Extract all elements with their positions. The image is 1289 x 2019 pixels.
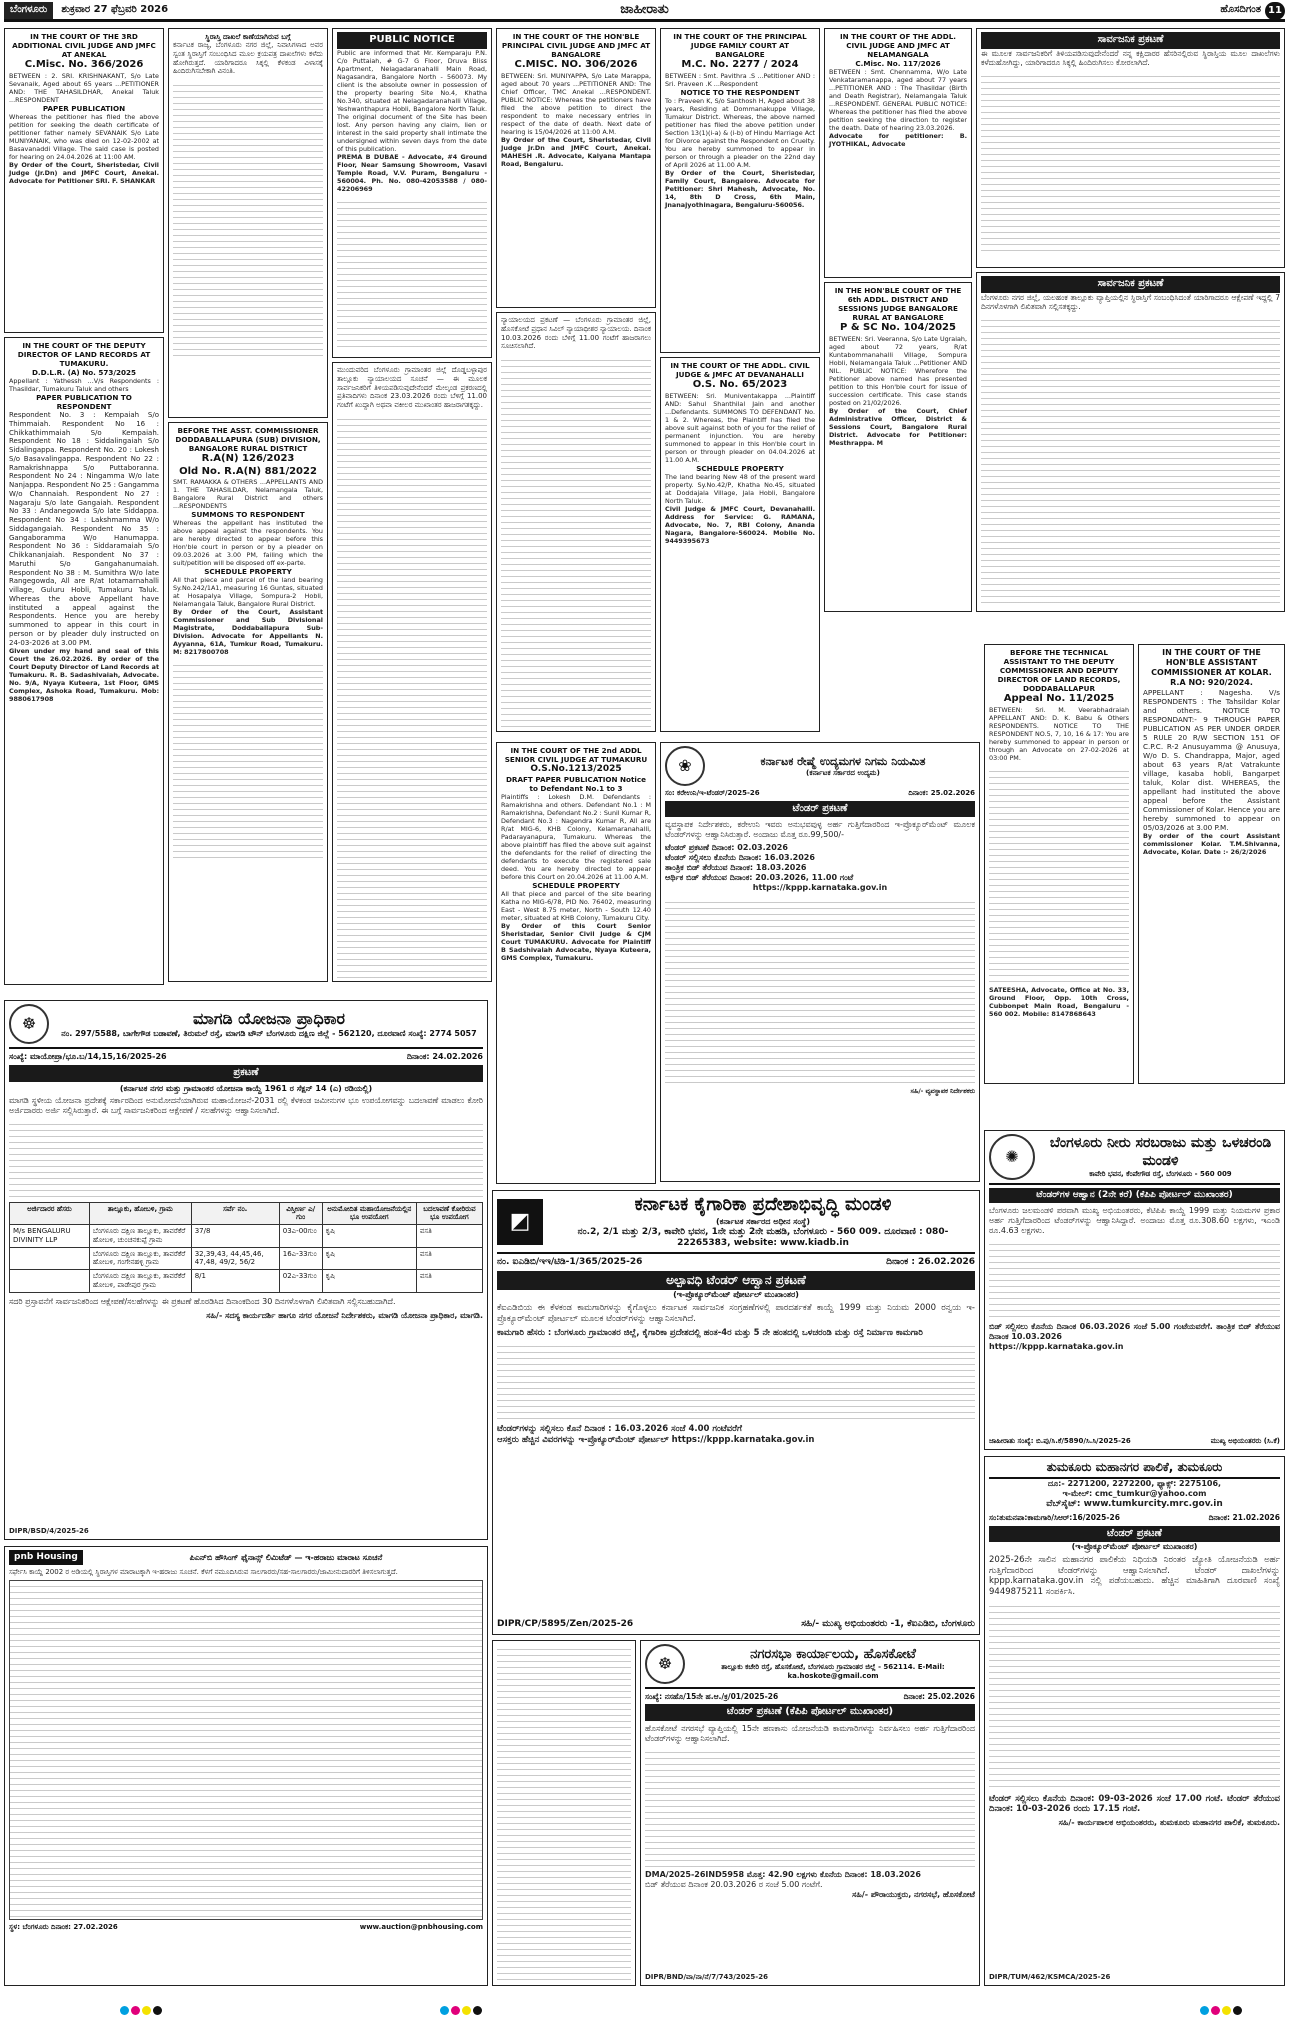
notice-body: ಮುಂದುವರಿದ ಬೆಂಗಳೂರು ಗ್ರಾಮಾಂತರ ಜಿಲ್ಲೆ ದೊಡ್ಡಬಳ್ಳಾಪುರ ತಾಲ್ಲೂಕು ನ್ಯಾಯಾಲಯದ ಸೂಚನೆ — ಈ ಮೂಲಕ ಸಾರ್ವಜನಿಕರಿಗೆ ತಿಳಿಯಪಡಿಸುವುದೇನೆಂದರೆ ಮೇಲ್ಕಂಡ ಪ್ರಕರಣದಲ್ಲಿ ಪ್ರತಿವಾದಿಗಳು ದಿನಾಂಕ 23.03.2026 ರಂದು ಬೆಳಿಗ್ಗೆ 11.00 ಗಂಟೆಗೆ ಖುದ್ದಾಗಿ ಅಥವಾ ವಕೀಲರ ಮುಖಾಂತರ ಹಾಜರಾಗತಕ್ಕದ್ದು. bbox=[337, 366, 487, 409]
column-7 bbox=[976, 28, 1285, 616]
notice-heading: PAPER PUBLICATION bbox=[42, 103, 126, 113]
notice-signature: Given under my hand and seal of this Court the 26.02.2026. By order of the Court Deputy Director of Land Records at Tumakuru. R. B. Sadashivaiah, Advocate. No. 9/A, Nyaya Kuteera, 1st Floor, GMS Complex, Ashoka Road, Tumakuru. Mob: 9880617908 bbox=[9, 647, 159, 704]
text-filler bbox=[989, 1239, 1280, 1319]
notice-body: ಬೆಂಗಳೂರು ಜಲಮಂಡಳಿ ಪರವಾಗಿ ಮುಖ್ಯ ಅಭಿಯಂತರರು, ಕೆಟಿಪಿಪಿ ಕಾಯ್ದೆ 1999 ಮತ್ತು ನಿಯಮಗಳ ಪ್ರಕಾರ ಅರ್ಹ ಗುತ್ತಿಗೆದಾರರಿಂದ ಟೆಂಡರ್‌ಗಳನ್ನು ಆಹ್ವಾನಿಸಿದ್ದಾರೆ. ಅಂದಾಜು ಮೊತ್ತ ರೂ.308.60 ಲಕ್ಷಗಳು, ಇಎಂಡಿ ರೂ.4.63 ಲಕ್ಷಗಳು. bbox=[989, 1206, 1280, 1236]
text-filler bbox=[9, 1119, 483, 1199]
table-row bbox=[10, 1225, 483, 1248]
magenta-dot bbox=[131, 2006, 140, 2015]
column-2 bbox=[168, 28, 328, 986]
tender-row: DMA/2025-26IND5958 ಮೊತ್ತ: 42.90 ಲಕ್ಷಗಳು ಕೊನೆಯ ದಿನಾಂಕ: 18.03.2026 bbox=[645, 1869, 921, 1879]
org-address: ತಾಲ್ಲೂಕು ಕಚೇರಿ ರಸ್ತೆ, ಹೊಸಕೋಟೆ, ಬೆಂಗಳೂರು ಗ್ರಾಮಾಂತರ ಜಿಲ್ಲೆ - 562114. E-Mail: ka.hoskote@gmail.com bbox=[721, 1663, 945, 1681]
text-filler bbox=[665, 897, 975, 1087]
court-name: BEFORE THE ASST. COMMISSIONER DODDABALLAPURA (SUB) DIVISION, BANGALORE RURAL DISTRICT bbox=[175, 426, 321, 453]
parties: BETWEEN : 2. SRI. KRISHNAKANT, S/o Late Sevanaik, Aged about 65 years ...PETITIONER AND: THE TAHASILDHAR, Anekal Taluk ...RESPONDENT bbox=[9, 71, 159, 104]
notice-signature: SATEESHA, Advocate, Office at No. 33, Ground Floor, Opp. 10th Cross, Cubbonpet Main Road, Bengaluru - 560 002. Mobile: 8147868643 bbox=[989, 985, 1129, 1018]
text-filler bbox=[497, 1341, 975, 1421]
yellow-dot bbox=[462, 2006, 471, 2015]
org-title: ತುಮಕೂರು ಮಹಾನಗರ ಪಾಲಿಕೆ, ತುಮಕೂರು bbox=[989, 1460, 1280, 1479]
parties: Appellant : Yathessh ...V/s Respondents : Thasildar, Tumakuru Taluk and others bbox=[9, 377, 159, 393]
magenta-dot bbox=[1211, 2006, 1220, 2015]
notice-date: ದಿನಾಂಕ: 21.02.2026 bbox=[1208, 1513, 1280, 1523]
org-website[interactable]: ವೆಬ್‌ಸೈಟ್: www.tumkurcity.mrc.gov.in bbox=[1046, 1499, 1223, 1509]
parties: BETWEEN : Smt. Pavithra .S ...Petitioner AND : Sri. Praveen .K ...Respondent bbox=[665, 71, 815, 88]
portal-link[interactable]: https://kppp.karnataka.gov.in bbox=[752, 883, 888, 893]
notice-title: ಸ್ಥಿರಾಸ್ತಿ ದಾಖಲೆ ಕಾಣೆಯಾಗಿರುವ ಬಗ್ಗೆ bbox=[205, 32, 291, 41]
notice-body: BETWEEN: Sri. Veeranna, S/o Late Ugraiah, aged about 72 years, R/at Kuntabommanahalli Village, Sompura Hobli, Nelamangala Taluk ...Petitioner AND NIL. PUBLIC NOTICE: Wherefore the Petitioner above named has presented petition to this Hon'ble court for issue of succession certificate. This case stands posted on 21/02/2026. bbox=[829, 334, 967, 407]
table-header: ಅನುಮೋದಿತ ಮಹಾಯೋಜನೆಯಲ್ಲಿನ ಭೂ ಉಪಯೋಗ bbox=[322, 1202, 416, 1225]
notice-heading: DRAFT PAPER PUBLICATION Notice to Defendant No.1 to 3 bbox=[505, 775, 647, 794]
notice-signature: By order of the court Assistant commissioner Kolar. T.M.Shivanna, Advocate, Kolar. Date :- 26/2/2026 bbox=[1143, 832, 1280, 856]
notice-signature: Advocate for petitioner: B. JYOTHIKAL, Advocate bbox=[829, 132, 967, 148]
work-name: ಕಾಮಗಾರಿ ಹೆಸರು : ಬೆಂಗಳೂರು ಗ್ರಾಮಾಂತರ ಜಿಲ್ಲೆ, ಕೈಗಾರಿಕಾ ಪ್ರದೇಶದಲ್ಲಿ ಹಂತ-4ರ ಮತ್ತು 5 ನೇ ಹಂತದಲ್ಲಿ ಒಳಚರಂಡಿ ಮತ್ತು ರಸ್ತೆ ನಿರ್ಮಾಣ ಕಾಮಗಾರಿ bbox=[497, 1327, 923, 1338]
hoskote-tender bbox=[640, 1640, 980, 1986]
notice-heading: ಟೆಂಡರ್ ಪ್ರಕಟಣೆ bbox=[665, 801, 975, 818]
dipr-code: DIPR/BND/ವಾ/ನಾ/ನೆ/7/743/2025-26 bbox=[645, 1973, 768, 1982]
notice-body: ಕೆಐಎಡಿಬಿಯ ಈ ಕೆಳಕಂಡ ಕಾಮಗಾರಿಗಳನ್ನು ಕೈಗೊಳ್ಳಲು ಕರ್ನಾಟಕ ಸಾರ್ವಜನಿಕ ಸಂಗ್ರಹಣೆಗಳಲ್ಲಿ ಪಾರದರ್ಶಕತೆ ಕಾಯ್ದೆ 1999 ಮತ್ತು ನಿಯಮ 2000 ರನ್ವಯ ಇ-ಪ್ರೊಕ್ಯೂರ್‌ಮೆಂಟ್ ಪೋರ್ಟಲ್ ಮೂಲಕ ಟೆಂಡರ್‌ಗಳನ್ನು ಆಹ್ವಾನಿಸಲಾಗಿದೆ. bbox=[497, 1303, 975, 1324]
bwssb-tender bbox=[984, 1130, 1285, 1450]
registration-marks-left bbox=[120, 2006, 162, 2015]
magadi-planning-notice bbox=[4, 1000, 488, 1540]
org-phone: ದೂ:- 2271200, 2272200, ಫ್ಯಾಕ್ಸ್: 2275106, bbox=[1047, 1479, 1222, 1488]
court-notice-cmisc-306 bbox=[496, 28, 656, 308]
table-cell: ವಸತಿ bbox=[416, 1225, 482, 1248]
notice-body: BETWEEN: Sri. M. Veerabhadraiah APPELLANT AND: D. K. Babu & Others RESPONDENTS. NOTICE TO THE RESPONDENT NO.5, 7, 10, 16 & 17: You are hereby summoned to appear in person or through an Advocate on 27-02-2026 at 03:00 PM. bbox=[989, 705, 1129, 762]
table-cell bbox=[10, 1247, 90, 1270]
notice-signature: ಮುಖ್ಯ ಅಭಿಯಂತರರು (ಸಿ.ಕೆ) bbox=[1210, 1437, 1280, 1446]
text-filler bbox=[981, 315, 1280, 605]
notice-date: ದಿನಾಂಕ: 24.02.2026 bbox=[406, 1052, 483, 1061]
contact-email[interactable]: www.auction@pnbhousing.com bbox=[359, 1923, 483, 1931]
case-number: R.A(N) 126/2023 bbox=[201, 453, 295, 464]
text-filler bbox=[173, 80, 323, 360]
notice-signature: ಸಹಿ/- ಮುಖ್ಯ ಅಭಿಯಂತರರು -1, ಕೆಐಎಡಿಬಿ, ಬೆಂಗಳೂರು bbox=[801, 1618, 975, 1629]
schedule-body: All that piece and parcel of the land bearing Sy.No.242/1A1, measuring 16 Guntas, situated at Hosapalya Village, Sompura-2 Hobli, Nelamangala Taluk, Bangalore Rural District. bbox=[173, 576, 323, 608]
notice-body: Plaintiffs : Lokesh D.M. Defendants : Ramakrishna and others. Defendant No.1 : M Ramakrishna, Defendant No.2 : Sunil Kumar R, Defendant No.3 : Nagendra Kumar R, All are R/at MIG-6, KHB Colony, Kelamaranahalli, Padarayanapura, Tumakuru. Whereas the above plaintiff has filed the above suit against the defendants for the relief of directing the defendants to execute the registered sale deed. You are hereby directed to appear before this Court on 20.04.2026 at 11.00 A.M. bbox=[501, 793, 651, 882]
court-name: IN THE COURT OF THE DEPUTY DIRECTOR OF LAND RECORDS AT TUMAKURU. bbox=[17, 341, 151, 368]
emblem-icon: ❀ bbox=[665, 746, 705, 786]
ksic-header bbox=[665, 746, 975, 786]
pnb-housing-auction bbox=[4, 1546, 488, 1986]
text-filler bbox=[989, 766, 1129, 986]
table-cell: ಬೆಂಗಳೂರು ದಕ್ಷಿಣ ತಾಲ್ಲೂಕು, ತಾವರೆಕೆರೆ ಹೋಬಳಿ, ಗಂಗೇನಹಳ್ಳಿ ಗ್ರಾಮ bbox=[89, 1247, 191, 1270]
bwssb-footer bbox=[989, 1437, 1280, 1446]
hoskote-header bbox=[645, 1644, 975, 1689]
ref-row bbox=[989, 1513, 1280, 1522]
court-name: IN THE HON'BLE COURT OF THE 6th ADDL. DISTRICT AND SESSIONS JUDGE BANGALORE RURAL AT BANGALORE bbox=[834, 286, 962, 322]
notice-body: Whereas the petitioner has filed the above petition for seeking the death certificate of petitioner father namely SEVANAIK S/o Late MUNIYANAIK, who was died on 12-02-2002 at Basavanaddi Village. The said case is posted for hearing on 24.04.2026 at 11:00 AM. bbox=[9, 112, 159, 161]
notice-signature: By Order of the Court, Sheristedar, Family Court, Bangalore. Advocate for Petitioner: Shri Mahesh, Advocate, No. 14, 8th D Cross, 6th Main, Jnanajyothinagara, Bengaluru-560056. bbox=[665, 168, 815, 209]
portal-link[interactable]: ಆಸಕ್ತರು ಹೆಚ್ಚಿನ ವಿವರಗಳನ್ನು ಇ-ಪ್ರೊಕ್ಯೂರ್‌ಮೆಂಟ್ ಪೋರ್ಟಲ್ https://kppp.karnataka.gov.in bbox=[497, 1434, 815, 1445]
kannada-court-notice bbox=[332, 362, 492, 982]
notice-subheading: (ಇ-ಪ್ರೊಕ್ಯೂರ್‌ಮೆಂಟ್ ಪೋರ್ಟಲ್ ಮುಖಾಂತರ) bbox=[673, 1290, 799, 1300]
date-item: ಆರ್ಥಿಕ ಬಿಡ್ ತೆರೆಯುವ ದಿನಾಂಕ: 20.03.2026, 11.00 ಗಂಟೆ bbox=[665, 873, 854, 883]
court-name: IN THE COURT OF THE ADDL. CIVIL JUDGE AND JMFC AT NELAMANGALA bbox=[839, 32, 957, 59]
masthead-paper: ಹೊಸದಿಗಂತ bbox=[1220, 4, 1261, 16]
table-cell: ಕೃಷಿ bbox=[322, 1225, 416, 1248]
ref-row bbox=[665, 789, 975, 798]
court-notice-anekal bbox=[4, 28, 164, 333]
kiadb-logo-icon: ◩ bbox=[497, 1199, 543, 1245]
notice-heading: ಅಲ್ಪಾವಧಿ ಟೆಂಡರ್ ಆಹ್ವಾನ ಪ್ರಕಟಣೆ bbox=[497, 1271, 975, 1290]
emblem-icon: ☸ bbox=[9, 1004, 49, 1044]
schedule-heading: SCHEDULE PROPERTY bbox=[204, 567, 292, 576]
registration-marks-mid bbox=[440, 2006, 482, 2015]
org-address: ನಂ.2, 2/1 ಮತ್ತು 2/3, ಕಾವೇರಿ ಭವನ, 1ನೇ ಮತ್ತು 2ನೇ ಮಹಡಿ, ಬೆಂಗಳೂರು - 560 009. ದೂರವಾಣಿ : 080-22265383, website: www.kiadb.in bbox=[577, 1226, 949, 1248]
ref-number: ಸಂಖ್ಯೆ: ನಸಹೊ/15ನೇ ಹ.ಆ./ಕ್ರ/01/2025-26 bbox=[645, 1692, 779, 1701]
notice-signature: By Order of the Court, Assistant Commissioner and Sub Divisional Magistrate, Doddaballapura Sub-Division. Advocate for Appellants N. Ayyanna, 61A, Tumkur Road, Tumakuru. M: 8217800708 bbox=[173, 608, 323, 656]
masthead-date: ಶುಕ್ರವಾರ 27 ಫೆಬ್ರವರಿ 2026 bbox=[61, 4, 169, 16]
kannada-lost-document-notice bbox=[168, 28, 328, 418]
table-cell: ಕೃಷಿ bbox=[322, 1270, 416, 1293]
table-header-row bbox=[10, 1202, 483, 1225]
text-filler bbox=[501, 355, 651, 732]
notice-body: ನ್ಯಾಯಾಲಯದ ಪ್ರಕಟಣೆ — ಬೆಂಗಳೂರು ಗ್ರಾಮಾಂತರ ಜಿಲ್ಲೆ, ಹೊಸಕೋಟೆ ಪ್ರಧಾನ ಸಿವಿಲ್ ನ್ಯಾಯಾಧೀಶರ ನ್ಯಾಯಾಲಯ. ದಿನಾಂಕ 10.03.2026 ರಂದು ಬೆಳಿಗ್ಗೆ 11.00 ಗಂಟೆಗೆ ಹಾಜರಾಗಲು ಸೂಚಿಸಲಾಗಿದೆ. bbox=[501, 316, 651, 351]
ad-code: ಜಾಹೀರಾತು ಸಂಖ್ಯೆ: ಬಿ.ಪು/ಸಿ.ಕೆ/5890/ಸಿ.ಸಿ/2025-26 bbox=[989, 1437, 1131, 1446]
yellow-dot bbox=[1222, 2006, 1231, 2015]
case-number: M.C. No. 2277 / 2024 bbox=[681, 59, 799, 70]
notice-heading: NOTICE TO THE RESPONDENT bbox=[680, 87, 800, 97]
dipr-code: DIPR/TUM/462/KSMCA/2025-26 bbox=[989, 1973, 1111, 1982]
court-notice-appeal-11 bbox=[984, 644, 1134, 1084]
dipr-code: DIPR/CP/5895/Zen/2025-26 bbox=[497, 1618, 634, 1629]
org-title: ನಗರಸಭಾ ಕಾರ್ಯಾಲಯ, ಹೊಸಕೋಟೆ bbox=[750, 1647, 916, 1663]
ref-row bbox=[497, 1257, 975, 1268]
notice-body: To : Praveen K, S/o Santhosh H, Aged about 38 years, Residing at Dommanakuppe Village, Tumakur District. Whereas, the above named petitioner has filed the above petition under Section 13(1)(i-a) & (i-b) of Hindu Marriage Act for Divorce against the Respondent on Cruelty. You are hereby summoned to appear in person or through a pleader on the 22nd day of April 2026 at 11.00 A.M. bbox=[665, 96, 815, 169]
cyan-dot bbox=[120, 2006, 129, 2015]
notice-body: BETWEEN : Smt. Chennamma, W/o Late Venkataramanappa, aged about 77 years ...PETITIONER AND : The Thasildar (Birth and Death Registrar), Nelamangala Taluk ...RESPONDENT. GENERAL PUBLIC NOTICE: Whereas the petitioner has filed the above petition seeking the direction to register the death. Date of hearing 23.03.2026. bbox=[829, 68, 967, 132]
date-item: ಟೆಂಡರ್ ಪ್ರಕಟಣೆ ದಿನಾಂಕ: 02.03.2026 bbox=[665, 843, 788, 853]
appeal-column bbox=[984, 644, 1134, 1088]
case-number: O.S.No.1213/2025 bbox=[530, 764, 622, 774]
bwssb-header bbox=[989, 1134, 1280, 1185]
notice-body: Whereas the appellant has instituted the above appeal against the respondents. You are hereby directed to appear before this Hon'ble court in person or by a pleader on 09.03.2026 at 3.00 PM, failing which the suit/petition will be disposed off ex-parte. bbox=[173, 519, 323, 567]
bid-date: ಬಿಡ್ ತೆರೆಯುವ ದಿನಾಂಕ 20.03.2026 ರ ಸಂಜೆ 5.00 ಗಂಟೆಗೆ. bbox=[645, 1879, 823, 1889]
last-date: ಟೆಂಡರ್‌ಗಳನ್ನು ಸಲ್ಲಿಸಲು ಕೊನೆ ದಿನಾಂಕ : 16.03.2026 ಸಂಜೆ 4.00 ಗಂಟೆವರೆಗೆ bbox=[497, 1424, 742, 1435]
pnb-header bbox=[9, 1550, 483, 1565]
case-number: C.Misc. No. 366/2026 bbox=[24, 59, 144, 70]
org-title: ಬೆಂಗಳೂರು ನೀರು ಸರಬರಾಜು ಮತ್ತು ಒಳಚರಂಡಿ ಮಂಡಳಿ bbox=[1049, 1135, 1272, 1169]
schedule-heading: SCHEDULE PROPERTY bbox=[532, 881, 620, 891]
court-name: IN THE COURT OF THE 3RD ADDITIONAL CIVIL JUDGE AND JMFC AT ANEKAL bbox=[12, 32, 156, 59]
column-4 bbox=[496, 28, 656, 736]
notice-date: ದಿನಾಂಕ: 25.02.2026 bbox=[908, 789, 975, 797]
notice-heading: ಪ್ರಕಟಣೆ bbox=[9, 1065, 483, 1082]
ksic-tender bbox=[660, 742, 980, 1186]
ksic-tender-box bbox=[660, 742, 980, 1182]
ref-number: ಸಂ:ತುಮನಪಾ:ಕಾಮಗಾರಿ/ಸಿಆರ್:16/2025-26 bbox=[989, 1513, 1120, 1523]
small-notices-strip bbox=[492, 1640, 636, 1986]
pnb-footer bbox=[9, 1923, 483, 1932]
ref-row bbox=[645, 1692, 975, 1701]
notice-body: ಬೆಂಗಳೂರು ನಗರ ಜಿಲ್ಲೆ, ಯಲಹಂಕ ತಾಲ್ಲೂಕು ವ್ಯಾಪ್ತಿಯಲ್ಲಿನ ಸ್ಥಿರಾಸ್ತಿಗೆ ಸಂಬಂಧಿಸಿದಂತೆ ಯಾರಿಗಾದರೂ ಆಕ್ಷೇಪಣೆ ಇದ್ದಲ್ಲಿ 7 ದಿನಗಳೊಳಗಾಗಿ ಲಿಖಿತವಾಗಿ ಸಲ್ಲಿಸತಕ್ಕದ್ದು. bbox=[981, 292, 1280, 311]
org-title: ಕರ್ನಾಟಕ ರೇಷ್ಮೆ ಉದ್ಯಮಗಳ ನಿಗಮ ನಿಯಮಿತ bbox=[760, 754, 926, 768]
table-header: ಅರ್ಜಿದಾರರ ಹೆಸರು bbox=[10, 1202, 90, 1225]
notice-signature: By Order of the Court, Chief Administrative Officer, District & Sessions Court, Bangalore Rural District. Advocate for Petitioner: Mesthrappa. M bbox=[829, 406, 967, 447]
ref-number: ನಂ. ಐಎಡಿಬಿ/ಇಇ/ಟಿಡಿ-1/365/2025-26 bbox=[497, 1257, 643, 1267]
table-header: ತಾಲ್ಲೂಕು, ಹೋಬಳಿ, ಗ್ರಾಮ bbox=[89, 1202, 191, 1225]
old-case-number: Old No. R.A(N) 881/2022 bbox=[179, 465, 317, 477]
black-dot bbox=[153, 2006, 162, 2015]
table-cell: ವಸತಿ bbox=[416, 1270, 482, 1293]
table-cell: ಬೆಂಗಳೂರು ದಕ್ಷಿಣ ತಾಲ್ಲೂಕು, ತಾವರೆಕೆರೆ ಹೋಬಳಿ, ಚುಂಚನಕುಪ್ಪೆ ಗ್ರಾಮ bbox=[89, 1225, 191, 1248]
table-header: ಬದಲಾವಣೆ ಕೋರಿರುವ ಭೂ ಉಪಯೋಗ bbox=[416, 1202, 482, 1225]
table-header: ಸರ್ವೆ ನಂ. bbox=[191, 1202, 279, 1225]
family-court-notice bbox=[660, 28, 820, 353]
text-filler bbox=[173, 660, 323, 860]
court-notice-nelamangala bbox=[824, 28, 972, 278]
ref-number: ಸಂ: ಕರೇಉನಿ/ಇ-ಟೆಂಡರ್/2025-26 bbox=[665, 789, 760, 797]
black-dot bbox=[473, 2006, 482, 2015]
court-name: IN THE COURT OF THE PRINCIPAL JUDGE FAMILY COURT AT BANGALORE bbox=[673, 32, 807, 59]
date-item: ಟೆಂಡರ್ ಸಲ್ಲಿಸಲು ಕೊನೆಯ ದಿನಾಂಕ: 16.03.2026 bbox=[665, 853, 815, 863]
kannada-court-notice-hosakote bbox=[496, 312, 656, 732]
column-3 bbox=[332, 28, 492, 986]
org-subtitle: (ಕರ್ನಾಟಕ ಸರ್ಕಾರದ ಅಧೀನ ಸಂಸ್ಥೆ) bbox=[715, 1216, 811, 1226]
column-4-lower bbox=[496, 742, 656, 1188]
org-title: ಕರ್ನಾಟಕ ಕೈಗಾರಿಕಾ ಪ್ರದೇಶಾಭಿವೃದ್ಧಿ ಮಂಡಳಿ bbox=[634, 1194, 892, 1215]
case-number: P & SC No. 104/2025 bbox=[840, 322, 956, 333]
notice-subheading: (ಇ-ಪ್ರೊಕ್ಯೂರ್‌ಮೆಂಟ್ ಪೋರ್ಟಲ್ ಮುಖಾಂತರ) bbox=[1071, 1542, 1198, 1552]
table-cell bbox=[10, 1270, 90, 1293]
column-5 bbox=[660, 28, 820, 736]
case-number: C.Misc. No. 117/2026 bbox=[855, 59, 941, 68]
auction-table bbox=[9, 1580, 483, 1920]
court-notice-6th-addl bbox=[824, 282, 972, 612]
notice-body: Public are informed that Mr. Kemparaju P.N. C/o Puttaiah, # G-7 G Floor, Druva Bliss Apartment, Nelagadaranahalli Main Road, Nagasandra, Bangalore North - 560073. My client is the absolute owner in possession of the property bearing Site No.4, Khatha No.340, situated at Nelagadaranahalli Village, Yeshwanthapura Hobli, Bangalore North Taluk. The original document of the Site has been lost. Any person having any claim, lien or interest in the said property shall intimate the undersigned within seven days from the date of this publication. bbox=[337, 48, 487, 153]
cyan-dot bbox=[1200, 2006, 1209, 2015]
registration-marks-right bbox=[1200, 2006, 1242, 2015]
text-filler bbox=[981, 71, 1280, 251]
notice-title: PUBLIC NOTICE bbox=[337, 32, 487, 49]
notice-heading: ಟೆಂಡರ್ ಪ್ರಕಟಣೆ bbox=[989, 1526, 1280, 1543]
notice-body: APPELLANT : Nagesha. V/s RESPONDENTS : The Tahsildar Kolar and others. NOTICE TO RESPONDANT:- 9 THROUGH PAPER PUBLICATION AS PER UNDER ORDER 5 RULE 20 R/W SECTION 151 OF C.P.C. R-2 Anusuyamma @ Anusuya, W/o D. S. Chandrappa, Major, aged about 63 years R/at Vatrakunte village, kasaba hobli, Bangarpet taluk, Kolar dist. WHEREAS, the appellant had instituted the above appeal before the Assistant Commissioner of Kolar. Hence you are hereby summoned to appear on 05/03/2026 at 3.00 P.M. bbox=[1143, 688, 1280, 832]
text-filler bbox=[645, 1747, 975, 1867]
notice-body: BETWEEN: Sri. Muniventakappa ...Plaintiff AND: Sahul Shanthilal Jain and another ...Defendants. SUMMONS TO DEFENDANT No. 1 & 2. Whereas, the Plaintiff has filed the above suit against both of you for the relief of permanent injunction. You are hereby summoned to appear in this Hon'ble court in person or through pleader on 04.04.2026 at 11.00 A.M. bbox=[665, 391, 815, 464]
public-notice-kemparaju bbox=[332, 28, 492, 358]
org-title: ಮಾಗಡಿ ಯೋಜನಾ ಪ್ರಾಧಿಕಾರ bbox=[193, 1009, 345, 1028]
notice-signature: By Order of this Court Senior Sheristadar, Senior Civil Judge & CJM Court TUMAKURU. Advocate for Plaintiff B Sadshivaiah Advocate, Nyaya Kuteera, GMS Complex, Tumakuru. bbox=[501, 922, 651, 963]
notice-heading: ಪಿಎನ್‌ಬಿ ಹೌಸಿಂಗ್ ಫೈನಾನ್ಸ್ ಲಿಮಿಟೆಡ್ — ಇ-ಹರಾಜು ಮಾರಾಟ ಸೂಚನೆ bbox=[189, 1552, 383, 1562]
table-cell: 03ಎ-00ಗುಂ bbox=[279, 1225, 322, 1248]
kiadb-tender bbox=[492, 1190, 980, 1635]
notice-signature: ಸಹಿ/- ಕಾರ್ಯಪಾಲಕ ಅಭಿಯಂತರರು, ತುಮಕೂರು ಮಹಾನಗರ ಪಾಲಿಕೆ, ತುಮಕೂರು. bbox=[1058, 1817, 1280, 1827]
table-header: ವಿಸ್ತೀರ್ಣ ಎ/ಗುಂ bbox=[279, 1202, 322, 1225]
notice-subheading: (ಕರ್ನಾಟಕ ನಗರ ಮತ್ತು ಗ್ರಾಮಾಂತರ ಯೋಜನಾ ಕಾಯ್ದೆ 1961 ರ ಸೆಕ್ಷನ್ 14 (ಎ) ರಡಿಯಲ್ಲಿ) bbox=[119, 1083, 373, 1093]
org-subtitle: (ಕರ್ನಾಟಕ ಸರ್ಕಾರದ ಉದ್ಯಮ) bbox=[806, 768, 880, 778]
masthead-city: ಬೆಂಗಳೂರು bbox=[4, 2, 53, 19]
table-cell: 8/1 bbox=[191, 1270, 279, 1293]
table-cell: 37/8 bbox=[191, 1225, 279, 1248]
notice-signature: PREMA B DUBAE - Advocate, #4 Ground Floor, Near Samsung Showroom, Vasavi Temple Road, V.V. Puram, Bengaluru - 560004. Ph. No. 080-42053588 / 080-42206969 bbox=[337, 152, 487, 193]
column-6 bbox=[824, 28, 972, 616]
page-number: 11 bbox=[1265, 2, 1285, 20]
date-item: ತಾಂತ್ರಿಕ ಬಿಡ್ ತೆರೆಯುವ ದಿನಾಂಕ: 18.03.2026 bbox=[665, 863, 807, 873]
kannada-public-notice-2 bbox=[976, 272, 1285, 612]
table-cell: 02ಎ-33ಗುಂ bbox=[279, 1270, 322, 1293]
court-name: IN THE COURT OF THE HON'BLE PRINCIPAL CIVIL JUDGE AND JMFC AT BANGALORE bbox=[501, 32, 651, 59]
place-date: ಸ್ಥಳ: ಬೆಂಗಳೂರು ದಿನಾಂಕ: 27.02.2026 bbox=[9, 1923, 118, 1931]
org-address: ಕಾವೇರಿ ಭವನ, ಕೆಂಪೇಗೌಡ ರಸ್ತೆ, ಬೆಂಗಳೂರು - 560 009 bbox=[1089, 1170, 1232, 1179]
notice-signature: ಸಹಿ/- ವ್ಯವಸ್ಥಾಪಕ ನಿರ್ದೇಶಕರು bbox=[910, 1087, 975, 1096]
black-dot bbox=[1233, 2006, 1242, 2015]
kiadb-footer bbox=[497, 1619, 975, 1630]
case-number: D.D.L.R. (A) No. 573/2025 bbox=[31, 368, 137, 377]
notice-signature: Civil Judge & JMFC Court, Devanahalli. Address for Service: G. RAMANA, Advocate, No. 7, RBI Colony, Ananda Nagara, Bangalore-560024. Mobile No. 9449395673 bbox=[665, 504, 815, 545]
court-name: IN THE COURT OF THE ADDL. CIVIL JUDGE & JMFC AT DEVANAHALLI bbox=[670, 361, 810, 379]
schedule-body: The land bearing New 48 of the present ward property. Sy.No.42/P, Khatha No.45, situated at Doddajala Village, Jala Hobli, Bangalore North Taluk. bbox=[665, 472, 815, 505]
parties: SMT. RAMAKKA & OTHERS ...APPELLANTS AND 1. THE TAHASILDAR, Nelamangala Taluk, Bangalore Rural District and others ...RESPONDENTS bbox=[173, 478, 323, 510]
yellow-dot bbox=[142, 2006, 151, 2015]
column-1 bbox=[4, 28, 164, 989]
bwssb-seal-icon: ✺ bbox=[989, 1134, 1035, 1180]
table-cell: 32,39,43, 44,45,46, 47,48, 49/2, 56/2 bbox=[191, 1247, 279, 1270]
notice-body: ಈ ಮೂಲಕ ಸಾರ್ವಜನಿಕರಿಗೆ ತಿಳಿಯಪಡಿಸುವುದೇನೆಂದರೆ ನನ್ನ ಕಕ್ಷಿದಾರರ ಹೆಸರಿನಲ್ಲಿರುವ ಸ್ಥಿರಾಸ್ತಿಯ ಮೂಲ ದಾಖಲೆಗಳು ಕಳೆದುಹೋಗಿದ್ದು, ಯಾರಿಗಾದರೂ ಸಿಕ್ಕಲ್ಲಿ ಹಿಂದಿರುಗಿಸಲು ಕೋರಲಾಗಿದೆ. bbox=[981, 48, 1280, 67]
notice-date: ದಿನಾಂಕ : 26.02.2026 bbox=[886, 1257, 975, 1267]
court-notice-tumakuru-os bbox=[496, 742, 656, 1184]
notice-heading: PAPER PUBLICATION TO RESPONDENT bbox=[36, 393, 132, 411]
court-notice-doddaballapura bbox=[168, 422, 328, 982]
notice-note: ಸದರಿ ಪ್ರಸ್ತಾವನೆಗೆ ಸಾರ್ವಜನಿಕರಿಂದ ಆಕ್ಷೇಪಣೆ/ಸಲಹೆಗಳನ್ನು ಈ ಪ್ರಕಟಣೆ ಹೊರಡಿಸಿದ ದಿನಾಂಕದಿಂದ 30 ದಿನಗಳೊಳಗಾಗಿ ಲಿಖಿತವಾಗಿ ಸಲ್ಲಿಸಬಹುದಾಗಿದೆ. bbox=[9, 1296, 396, 1306]
notice-body: 2025-26ನೇ ಸಾಲಿನ ಮಹಾನಗರ ಪಾಲಿಕೆಯ ನಿಧಿಯಡಿ ನಿರಂತರ ಜ್ಯೋತಿ ಯೋಜನೆಯಡಿ ಅರ್ಹ ಗುತ್ತಿಗೆದಾರರಿಂದ ಟೆಂಡರ್‌ಗಳನ್ನು ಆಹ್ವಾನಿಸಲಾಗಿದೆ. ಟೆಂಡರ್ ದಾಖಲೆಗಳನ್ನು kppp.karnataka.gov.in ನಲ್ಲಿ ಪಡೆಯಬಹುದು. ಹೆಚ್ಚಿನ ಮಾಹಿತಿಗಾಗಿ ದೂರವಾಣಿ ಸಂಖ್ಯೆ 9449875211 ಸಂಪರ್ಕಿಸಿ. bbox=[989, 1555, 1280, 1597]
text-filler bbox=[989, 1601, 1280, 1791]
notice-signature: By Order of the Court, Sheristedar, Civil Judge Jr.Dn and JMFC Court, Anekal. MAHESH .R. Advocate, Kalyana Mantapa Road, Bengaluru. bbox=[501, 135, 651, 168]
notice-body: BETWEEN: Sri. MUNIYAPPA, S/o Late Marappa, aged about 70 years ...PETITIONER AND: The Chief Officer, TMC Anekal ...RESPONDENT. PUBLIC NOTICE: Whereas the petitioners have filed the above petition to direct the respondent to make necessary entries in respect of the date of death. Next date of hearing is 15/04/2026 at 11:00 A.M. bbox=[501, 71, 651, 136]
dipr-code: DIPR/BSD/4/2025-26 bbox=[9, 1527, 89, 1536]
notice-title: ಸಾರ್ವಜನಿಕ ಪ್ರಕಟಣೆ bbox=[981, 32, 1280, 49]
notice-signature: ಸಹಿ/- ಪೌರಾಯುಕ್ತರು, ನಗರಸಭೆ, ಹೊಸಕೋಟೆ bbox=[852, 1889, 975, 1899]
kannada-public-notice-1 bbox=[976, 28, 1285, 268]
case-number: Appeal No. 11/2025 bbox=[1003, 693, 1115, 704]
masthead-section: ಜಾಹೀರಾತು bbox=[620, 2, 669, 18]
notice-body: ಕರ್ನಾಟಕ ರಾಜ್ಯ, ಬೆಂಗಳೂರು ನಗರ ಜಿಲ್ಲೆ, ನಿವಾಸಿಗಳಾದ ಅವರ ಸ್ವಂತ ಸ್ಥಿರಾಸ್ತಿಗೆ ಸಂಬಂಧಿಸಿದ ಮೂಲ ಕ್ರಯಪತ್ರ ದಾಖಲೆಗಳು ಕಳೆದು ಹೋಗಿರುತ್ತದೆ. ಯಾರಿಗಾದರೂ ಸಿಕ್ಕಲ್ಲಿ ಕೆಳಕಂಡ ವಿಳಾಸಕ್ಕೆ ಹಿಂದಿರುಗಿಸಬೇಕಾಗಿ ವಿನಂತಿ. bbox=[173, 41, 323, 76]
table-cell: ಬೆಂಗಳೂರು ದಕ್ಷಿಣ ತಾಲ್ಲೂಕು, ತಾವರೆಕೆರೆ ಹೋಬಳಿ, ಪಾಡೇಪುರ ಗ್ರಾಮ bbox=[89, 1270, 191, 1293]
notice-heading: ಟೆಂಡರ್‌ಗಳ ಆಹ್ವಾನ (2ನೇ ಕರೆ) (ಕೆಪಿಪಿ ಪೋರ್ಟಲ್ ಮುಖಾಂತರ) bbox=[989, 1188, 1280, 1203]
court-notice-devanahalli bbox=[660, 357, 820, 732]
notice-heading: SUMMONS TO RESPONDENT bbox=[191, 510, 305, 519]
notice-body: ವ್ಯವಸ್ಥಾಪಕ ನಿರ್ದೇಶಕರು, ಕರೇಉನಿ ಇವರು ಅನುಭವವುಳ್ಳ ಅರ್ಹ ಗುತ್ತಿಗೆದಾರರಿಂದ ಇ-ಪ್ರೊಕ್ಯೂರ್‌ಮೆಂಟ್ ಮೂಲಕ ಟೆಂಡರ್‌ಗಳನ್ನು ಆಹ್ವಾನಿಸಿರುತ್ತಾರೆ. ಅಂದಾಜು ಮೊತ್ತ ರೂ.99,500/- bbox=[665, 820, 975, 840]
org-email[interactable]: ಇ-ಮೇಲ್: cmc_tumkur@yahoo.com bbox=[1062, 1489, 1207, 1498]
case-number: R.A NO: 920/2024. bbox=[1170, 678, 1253, 687]
schedule-heading: SCHEDULE PROPERTY bbox=[696, 463, 784, 473]
emblem-icon: ☸ bbox=[645, 1644, 685, 1684]
court-notice-kolar bbox=[1138, 644, 1285, 1084]
table-cell: ವಸತಿ bbox=[416, 1247, 482, 1270]
schedule-body: All that piece and parcel of the site bearing Katha no MIG-6/78, PID No. 76402, measuring East - West 8.75 meter, North - South 12.40 meter, situated at KHB Colony, Tumakuru City. bbox=[501, 890, 651, 923]
case-number: C.MISC. NO. 306/2026 bbox=[514, 59, 638, 70]
notice-date: ದಿನಾಂಕ: 25.02.2026 bbox=[903, 1692, 975, 1701]
notice-body: ಮಾಗಡಿ ಸ್ಥಳೀಯ ಯೋಜನಾ ಪ್ರದೇಶಕ್ಕೆ ಸರ್ಕಾರದಿಂದ ಅನುಮೋದನೆಯಾಗಿರುವ ಮಹಾಯೋಜನೆ-2031 ರಲ್ಲಿ ಕೆಳಕಂಡ ಜಮೀನುಗಳ ಭೂ ಉಪಯೋಗವನ್ನು ಬದಲಾವಣೆ ಮಾಡಲು ಕೋರಿ ಅರ್ಜಿದಾರರು ಅರ್ಜಿ ಸಲ್ಲಿಸಿರುತ್ತಾರೆ. ಈ ಬಗ್ಗೆ ಸಾರ್ವಜನಿಕರಿಂದ ಆಕ್ಷೇಪಣೆ / ಸಲಹೆಗಳನ್ನು ಆಹ್ವಾನಿಸಲಾಗಿದೆ. bbox=[9, 1095, 483, 1115]
masthead bbox=[4, 2, 1285, 22]
pnb-logo-icon: pnb Housing bbox=[9, 1550, 83, 1565]
text-filler bbox=[337, 414, 487, 982]
tender-dates: ಟೆಂಡರ್ ಸಲ್ಲಿಸಲು ಕೊನೆಯ ದಿನಾಂಕ: 09-03-2026 ಸಂಜೆ 17.00 ಗಂಟೆ. ಟೆಂಡರ್ ತೆರೆಯುವ ದಿನಾಂಕ: 10-03-2026 ರಂದು 17.15 ಗಂಟೆ. bbox=[989, 1793, 1280, 1815]
cyan-dot bbox=[440, 2006, 449, 2015]
case-number: O.S. No. 65/2023 bbox=[692, 379, 788, 390]
notice-body: ಹೊಸಕೋಟೆ ನಗರಸಭೆ ವ್ಯಾಪ್ತಿಯಲ್ಲಿ 15ನೇ ಹಣಕಾಸು ಯೋಜನೆಯಡಿ ಕಾಮಗಾರಿಗಳನ್ನು ನಿರ್ವಹಿಸಲು ಅರ್ಹ ಗುತ್ತಿಗೆದಾರರಿಂದ ಟೆಂಡರ್‌ಗಳನ್ನು ಆಹ್ವಾನಿಸಲಾಗಿದೆ. bbox=[645, 1723, 975, 1743]
notice-signature: By Order of the Court, Sheristedar, Civil Judge (Jr.Dn) and JMFC Court, Anekal. Advocate for Petitioner SRI. F. SHANKAR bbox=[9, 160, 159, 185]
portal-link[interactable]: https://kppp.karnataka.gov.in bbox=[989, 1342, 1124, 1352]
notice-heading: ಟೆಂಡರ್ ಪ್ರಕಟಣೆ (ಕೆಪಿಪಿ ಪೋರ್ಟಲ್ ಮುಖಾಂತರ) bbox=[645, 1704, 975, 1721]
notice-signature: ಸಹಿ/- ಸದಸ್ಯ ಕಾರ್ಯದರ್ಶಿ ಹಾಗೂ ನಗರ ಯೋಜನೆ ನಿರ್ದೇಶಕರು, ಮಾಗಡಿ ಯೋಜನಾ ಪ್ರಾಧಿಕಾರ, ಮಾಗಡಿ. bbox=[206, 1310, 483, 1320]
org-address: ನಂ. 297/5588, ಬಾಗೇಗೌಡ ಬಡಾವಣೆ, ತಿರುಮಲೆ ರಸ್ತೆ, ಮಾಗಡಿ ಟೌನ್ ಬೆಂಗಳೂರು ದಕ್ಷಿಣ ಜಿಲ್ಲೆ - 562120, ದೂರವಾಣಿ ಸಂಖ್ಯೆ: 2774 5057 bbox=[61, 1029, 477, 1038]
magenta-dot bbox=[451, 2006, 460, 2015]
court-name: IN THE COURT OF THE 2nd ADDL SENIOR CIVIL JUDGE AT TUMAKURU bbox=[504, 746, 648, 764]
notice-title: ಸಾರ್ವಜನಿಕ ಪ್ರಕಟಣೆ bbox=[981, 276, 1280, 293]
kolar-column bbox=[1138, 644, 1285, 1088]
court-name: IN THE COURT OF THE HON'BLE ASSISTANT COMMISSIONER AT KOLAR. bbox=[1151, 648, 1272, 677]
court-notice-tumakuru-ddlr bbox=[4, 337, 164, 985]
table-cell: 16ಎ-33ಗುಂ bbox=[279, 1247, 322, 1270]
notice-body: ಸರ್ಫೇಸಿ ಕಾಯ್ದೆ 2002 ರ ಅಡಿಯಲ್ಲಿ ಸ್ಥಿರಾಸ್ತಿಗಳ ಮಾರಾಟಕ್ಕಾಗಿ ಇ-ಹರಾಜು ಸೂಚನೆ. ಕೆಳಗೆ ನಮೂದಿಸಿರುವ ಸಾಲಗಾರರು/ಸಹ-ಸಾಲಗಾರರು/ಜಾಮೀನುದಾರರಿಗೆ ತಿಳಿಸಲಾಗುತ್ತದೆ. bbox=[9, 1568, 398, 1577]
tender-dates: ಬಿಡ್ ಸಲ್ಲಿಸಲು ಕೊನೆಯ ದಿನಾಂಕ 06.03.2026 ಸಂಜೆ 5.00 ಗಂಟೆಯವರೆಗೆ. ತಾಂತ್ರಿಕ ಬಿಡ್ ತೆರೆಯುವ ದಿನಾಂಕ 10.03.2026 bbox=[989, 1322, 1280, 1342]
court-name: BEFORE THE TECHNICAL ASSISTANT TO THE DEPUTY COMMISSIONER AND DEPUTY DIRECTOR OF LAND RECORDS, DODDABALLAPUR bbox=[997, 648, 1121, 693]
tumakuru-tender bbox=[984, 1456, 1285, 1986]
kiadb-header bbox=[497, 1194, 975, 1254]
magadi-header bbox=[9, 1004, 483, 1049]
table-row bbox=[10, 1270, 483, 1293]
table-cell: M/s BENGALURU DIVINITY LLP bbox=[10, 1225, 90, 1248]
land-use-table bbox=[9, 1202, 483, 1293]
text-filler bbox=[337, 197, 487, 347]
table-cell: ಕೃಷಿ bbox=[322, 1247, 416, 1270]
table-row bbox=[10, 1247, 483, 1270]
ref-row bbox=[9, 1052, 483, 1062]
ref-number: ಸಂಖ್ಯೆ: ಮಾಯೋಪ್ರಾ/ಭೂ.ಬ/14,15,16/2025-26 bbox=[9, 1052, 167, 1061]
notice-body: Respondent No. 3 : Kempaiah S/o Thimmaiah. Respondent No 16 : Chikkathimmaiah S/o Kempaiah. Respondent No 18 : Siddalingaiah S/o Sidalingappa. Respondent No. 20 : Lokesh S/o Basavalingappa. Respondent No 22 : Ramakrishnappa S/o Puttaboranna. Respondent No 24 : Ningamma W/o late Nanjappa. Respondent No 25 : Gangamma W/o Channaiah. Respondent No 27 : Nagaraju S/o late Gangaiah. Respondent No 33 : Andanegowda S/o late Siddappa. Respondent No 34 : Lakshmamma W/o Siddagangaiah. Respondent No 35 : Gangaboramma W/o Hanumappa. Respondent No 36 : Siddaramaiah S/o Chikkananjaiah. Respondent No 37 : Maruthi S/o Gangahanumaiah. Respondent No 38 : M. Sumithra W/o late Rangegowda, All are R/at Iotamarnahalli village, Guluru Hobli, Tumakuru Taluk. Whereas the above Appellant have instituted a appeal against the Respondents. Hence you are hereby summoned to appear in this court in person or by pleader duly instructed on 24-03-2026 at 3.00 PM. bbox=[9, 411, 159, 647]
